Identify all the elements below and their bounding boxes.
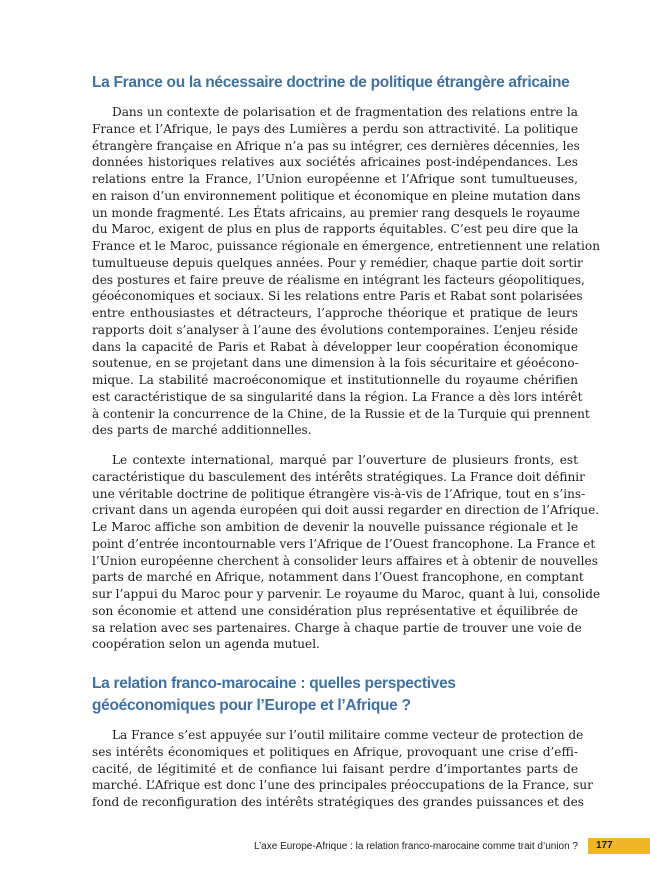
text-line: dans la capacité de Paris et Rabat à développer leur coopération économique [92,339,578,354]
text-line: est caractéristique de sa singularité dans la région. La France a dès lors intérêt [92,389,583,404]
text-line: tumultueuse depuis quelques années. Pour y remédier, chaque partie doit sortir [92,255,583,270]
text-line: rapports doit s’analyser à l’aune des évolutions contemporaines. L’enjeu réside [92,322,578,337]
text-line: marché. L’Afrique est donc l’une des principales préoccupations de la France, sur [92,778,593,793]
text-line: crivant dans un agenda européen qui doit aussi regarder en direction de l’Afrique. [92,503,600,518]
section-body-2 [92,727,593,811]
text-line: mique. La stabilité macroéconomique et institutionnelle du royaume chérifien [92,373,578,387]
paragraph [92,104,600,439]
text-line: Le Maroc affiche son ambition de devenir la nouvelle puissance régionale et le [92,520,578,534]
heading-line: La France ou la nécessaire doctrine de politique étrangère africaine [92,74,570,91]
text-line: un monde fragmenté. Les États africains, au premier rang desquels le royaume [92,205,581,220]
text-line: données historiques relatives aux sociétés africaines post-indépendances. Les [92,155,578,170]
page-number: 177 [588,838,650,854]
text-line: ses intérêts économiques et politiques en Afrique, provoquant une crise d’effi- [92,744,578,759]
section-body-1 [92,104,601,653]
paragraph [92,452,601,653]
text-line: coopération selon un agenda mutuel. [92,637,320,652]
text-line: sa relation avec ses partenaires. Charge à chaque partie de trouver une voie de [92,620,582,635]
text-line: son économie et attend une considération plus représentative et équilibrée de [92,603,578,618]
text-line: Le contexte international, marqué par l’ouverture de plusieurs fronts, est [112,453,578,467]
page-content [92,72,601,824]
text-line: du Maroc, exigent de plus en plus de rapports équitables. C’est peu dire que la [92,222,579,237]
text-line: l’Union européenne cherchent à consolider leurs affaires et à obtenir de nouvelles [92,553,598,568]
text-line: France et l’Afrique, le pays des Lumières a perdu son attractivité. La politique [92,121,578,136]
text-line: fond de reconfiguration des intérêts stratégiques des grandes puissances et des [92,795,584,809]
heading-line: géoéconomiques pour l’Europe et l’Afrique ? [92,697,411,714]
text-line: point d’entrée incontournable vers l’Afrique de l’Ouest francophone. La France et [92,536,596,551]
section-heading-1 [92,72,578,94]
text-line: soutenue, en se projetant dans une dimension à la fois sécuritaire et géoécono- [92,356,579,371]
text-line: des postures et faire preuve de réalisme en intégrant les facteurs géopolitiques, [92,272,585,287]
section-heading-2 [92,673,578,717]
text-line: France et le Maroc, puissance régionale en émergence, entretiennent une relation [92,239,600,253]
text-line: parts de marché en Afrique, notamment dans l’Ouest francophone, en comptant [92,570,584,585]
text-line: en raison d’un environnement politique et économique en pleine mutation dans [92,188,581,203]
text-line: entre enthousiastes et détracteurs, l’approche théorique et pratique de leurs [92,306,578,320]
text-line: caractéristique du basculement des intérêts stratégiques. La France doit définir [92,469,585,484]
running-title: L’axe Europe-Afrique : la relation franco-marocaine comme trait d’union ? [253,840,578,852]
page-footer [254,838,650,854]
heading-line: La relation franco-marocaine : quelles perspectives [92,675,456,692]
text-line: Dans un contexte de polarisation et de fragmentation des relations entre la [112,105,578,119]
text-line: sur l’appui du Maroc pour y parvenir. Le royaume du Maroc, quant à lui, consolide [92,587,601,601]
text-line: cacité, de légitimité et de confiance lui faisant perdre d’importantes parts de [92,761,578,776]
text-line: étrangère française en Afrique n’a pas su intégrer, ces dernières décennies, les [92,138,580,153]
text-line: à contenir la concurrence de la Chine, de la Russie et de la Turquie qui prennent [92,406,590,421]
text-line: une véritable doctrine de politique étrangère vis-à-vis de l’Afrique, tout en s’ins- [92,486,586,501]
text-line: relations entre la France, l’Union européenne et l’Afrique sont tumultueuses, [92,172,578,186]
text-line: des parts de marché additionnelles. [92,423,312,438]
text-line: géoéconomiques et sociaux. Si les relations entre Paris et Rabat sont polarisées [92,289,583,304]
paragraph [92,727,593,811]
text-line: La France s’est appuyée sur l’outil militaire comme vecteur de protection de [112,728,584,742]
